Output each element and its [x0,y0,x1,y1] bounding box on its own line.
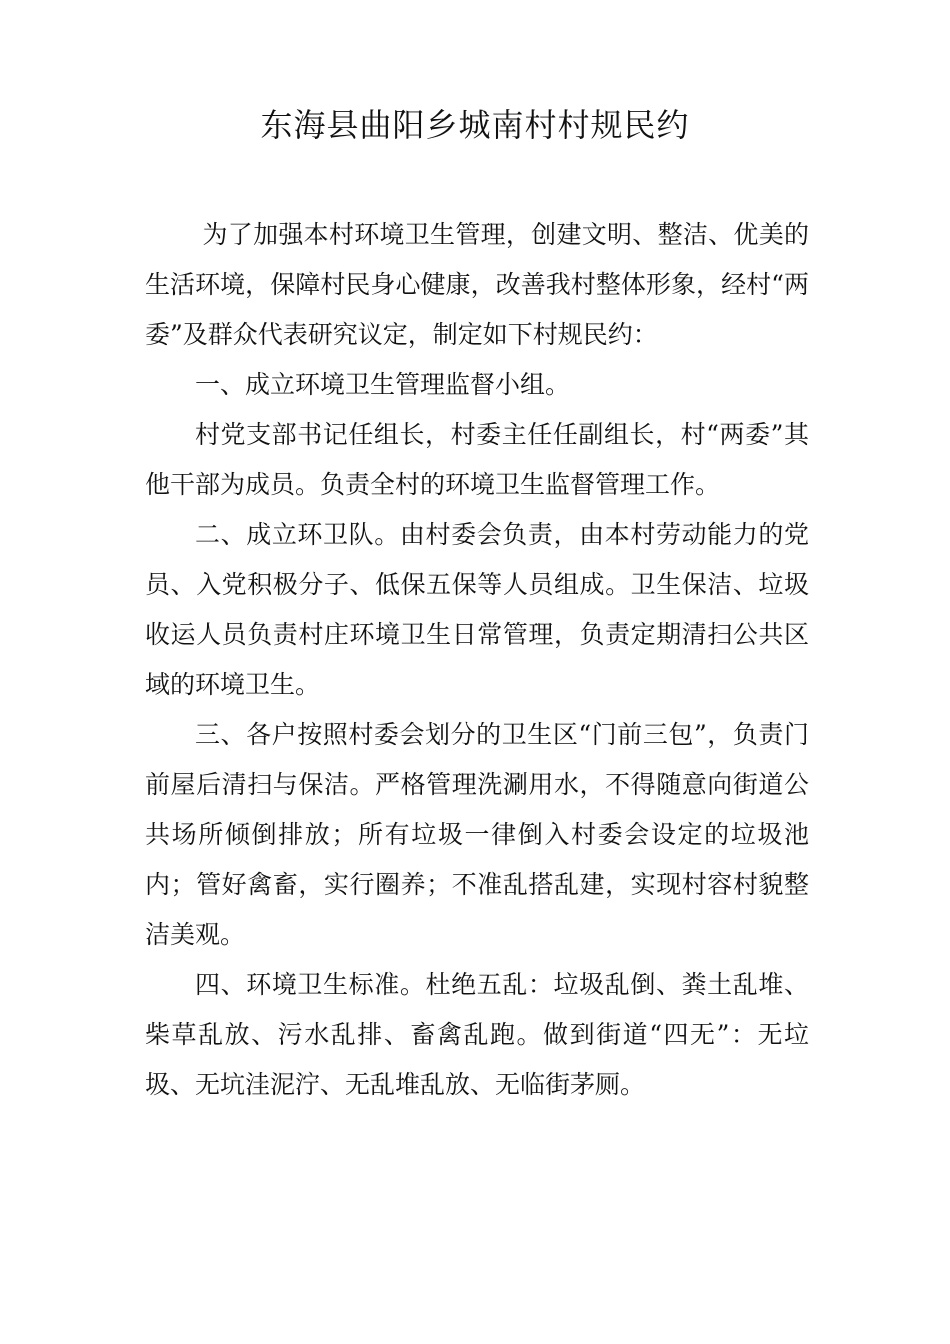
paragraph-section-3: 三、各户按照村委会划分的卫生区“门前三包”，负责门前屋后清扫与保洁。严格管理洗涮用水，不得随意向街道公共场所倾倒排放；所有垃圾一律倒入村委会设定的垃圾池内；管好禽畜，实行圈养；不准乱搭乱建，实现村容村貌整洁美观。 [145,720,809,949]
paragraph-section-1-heading: 一、成立环境卫生管理监督小组。 [195,370,571,399]
paragraph-section-4: 四、环境卫生标准。杜绝五乱：垃圾乱倒、粪土乱堆、柴草乱放、污水乱排、畜禽乱跑。做到街道“四无”：无垃圾、无坑洼泥泞、无乱堆乱放、无临街茅厕。 [145,970,809,1099]
document-body [145,210,809,1110]
paragraph-section-2: 二、成立环卫队。由村委会负责，由本村劳动能力的党员、入党积极分子、低保五保等人员组成。卫生保洁、垃圾收运人员负责村庄环境卫生日常管理，负责定期清扫公共区域的环境卫生。 [145,520,809,699]
document-title: 东海县曲阳乡城南村村规民约 [260,106,690,144]
paragraph-intro: 为了加强本村环境卫生管理，创建文明、整洁、优美的生活环境，保障村民身心健康，改善我村整体形象，经村“两委”及群众代表研究议定，制定如下村规民约： [145,220,809,349]
paragraph-section-1-body: 村党支部书记任组长，村委主任任副组长，村“两委”其他干部为成员。负责全村的环境卫生监督管理工作。 [145,420,809,499]
